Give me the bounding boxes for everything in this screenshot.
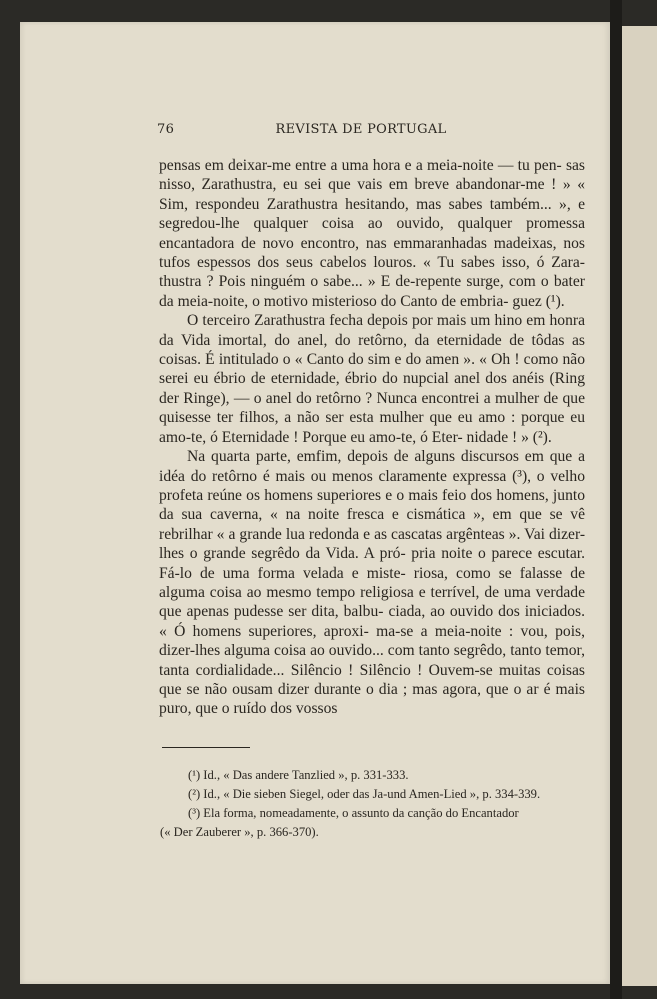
line: « Sim, respondeu Zarathustra hesitando, mas sabes também... », [159, 176, 585, 213]
line: como não serei eu ébrio de eternidade, ébrio do nupcial anel dos [159, 351, 585, 388]
line: tufos espessos dos seus cabelos louros. « Tu sabes isso, ó Zara- [159, 254, 585, 272]
line: guez (¹). [512, 292, 565, 310]
line: e terrível, de uma verdade que apenas pudesse ser dita, balbu- [159, 583, 586, 621]
paragraph-2 [159, 311, 585, 447]
line: anéis (Ring der Ringe), — o anel do retôrno ? Nunca encontrei [159, 370, 585, 407]
book-gutter [610, 0, 622, 999]
line: o dia ; mas agora, que o ar é mais puro, que o ruído dos vossos [159, 680, 586, 718]
line: Silêncio ! Ouvem-se muitas coisas que se não ousam dizer durante [159, 661, 585, 698]
line: argênteas ». Vai dizer-lhes o grande segrêdo da Vida. A pró- [159, 525, 586, 563]
line: velho profeta reúne os homens superiores e o mais feio dos [159, 467, 585, 504]
line: bater da meia-noite, o motivo misterioso do Canto de embria- [159, 273, 585, 310]
line: riosa, como se falasse de alguma coisa ao mesmo tempo religiosa [159, 564, 585, 601]
line: a mulher de que quisesse ter filhos, a não ser esta mulher que eu [159, 389, 585, 427]
line: tôdas as coisas. É intitulado o « Canto do sim e do amen ». « Oh ! [159, 331, 585, 369]
line: thustra ? Pois ninguém o sabe... » E de-repente surge, com o [159, 273, 554, 291]
line: com tanto segrêdo, tanto temor, tanta cordialidade... Silêncio ! [159, 642, 586, 679]
footnote-rule [162, 747, 250, 748]
journal-title: REVISTA DE PORTUGAL [275, 122, 447, 137]
line: pria noite o parece escutar. Fá-lo de uma forma velada e miste- [159, 545, 585, 582]
line: homens, junto da sua caverna, « na noite fresca e cismática », [159, 486, 585, 524]
facing-page-edge [622, 26, 657, 986]
line: amo : porque eu amo-te, ó Eternidade ! Porque eu amo-te, ó Eter- [159, 409, 585, 446]
line: e segredou-lhe qualquer coisa ao ouvido, qualquer promessa [159, 195, 585, 233]
footnote-3: (³) Ela forma, nomeadamente, o assunto da canção do Encantador [188, 806, 519, 820]
line: O terceiro Zarathustra fecha depois por mais um hino em [187, 312, 550, 330]
line: nidade ! » (²). [466, 428, 552, 446]
line: sas nisso, Zarathustra, eu sei que vais em breve abandonar-me ! » [159, 157, 585, 194]
page-number: 76 [157, 122, 175, 137]
footnote-1: (¹) Id., « Das andere Tanzlied », p. 331-333. [188, 768, 409, 782]
line: encantadora de novo encontro, nas emmaranhadas madeixas, nos [159, 234, 585, 252]
line: ma-se a meia-noite : vou, pois, dizer-lhes alguma coisa ao ouvido... [159, 622, 586, 660]
line: pensas em deixar-me entre a uma hora e a meia-noite — tu pen- [159, 157, 566, 174]
line: honra da Vida imortal, do anel, do retôrno, da eternidade de [159, 312, 585, 349]
paragraph-1 [159, 156, 585, 311]
text-block [137, 112, 585, 719]
paragraph-3 [159, 447, 585, 719]
footnote-3-continued: (« Der Zauberer », p. 366-370). [160, 825, 319, 839]
line: ciada, ao ouvido dos iniciados. « Ó homens superiores, aproxi- [159, 603, 585, 640]
line: Na quarta parte, emfim, depois de alguns discursos em que [187, 448, 579, 466]
body-text [137, 156, 585, 719]
line: a idéa do retôrno é mais ou menos claramente expressa (³), o [159, 448, 585, 485]
footnote-2: (²) Id., « Die sieben Siegel, oder das Ja-und Amen-Lied », p. 334-339. [188, 787, 541, 801]
running-head [137, 112, 585, 137]
line: em que se vê rebrilhar « a grande lua redonda e as cascatas [159, 506, 585, 543]
footnotes [160, 766, 590, 842]
